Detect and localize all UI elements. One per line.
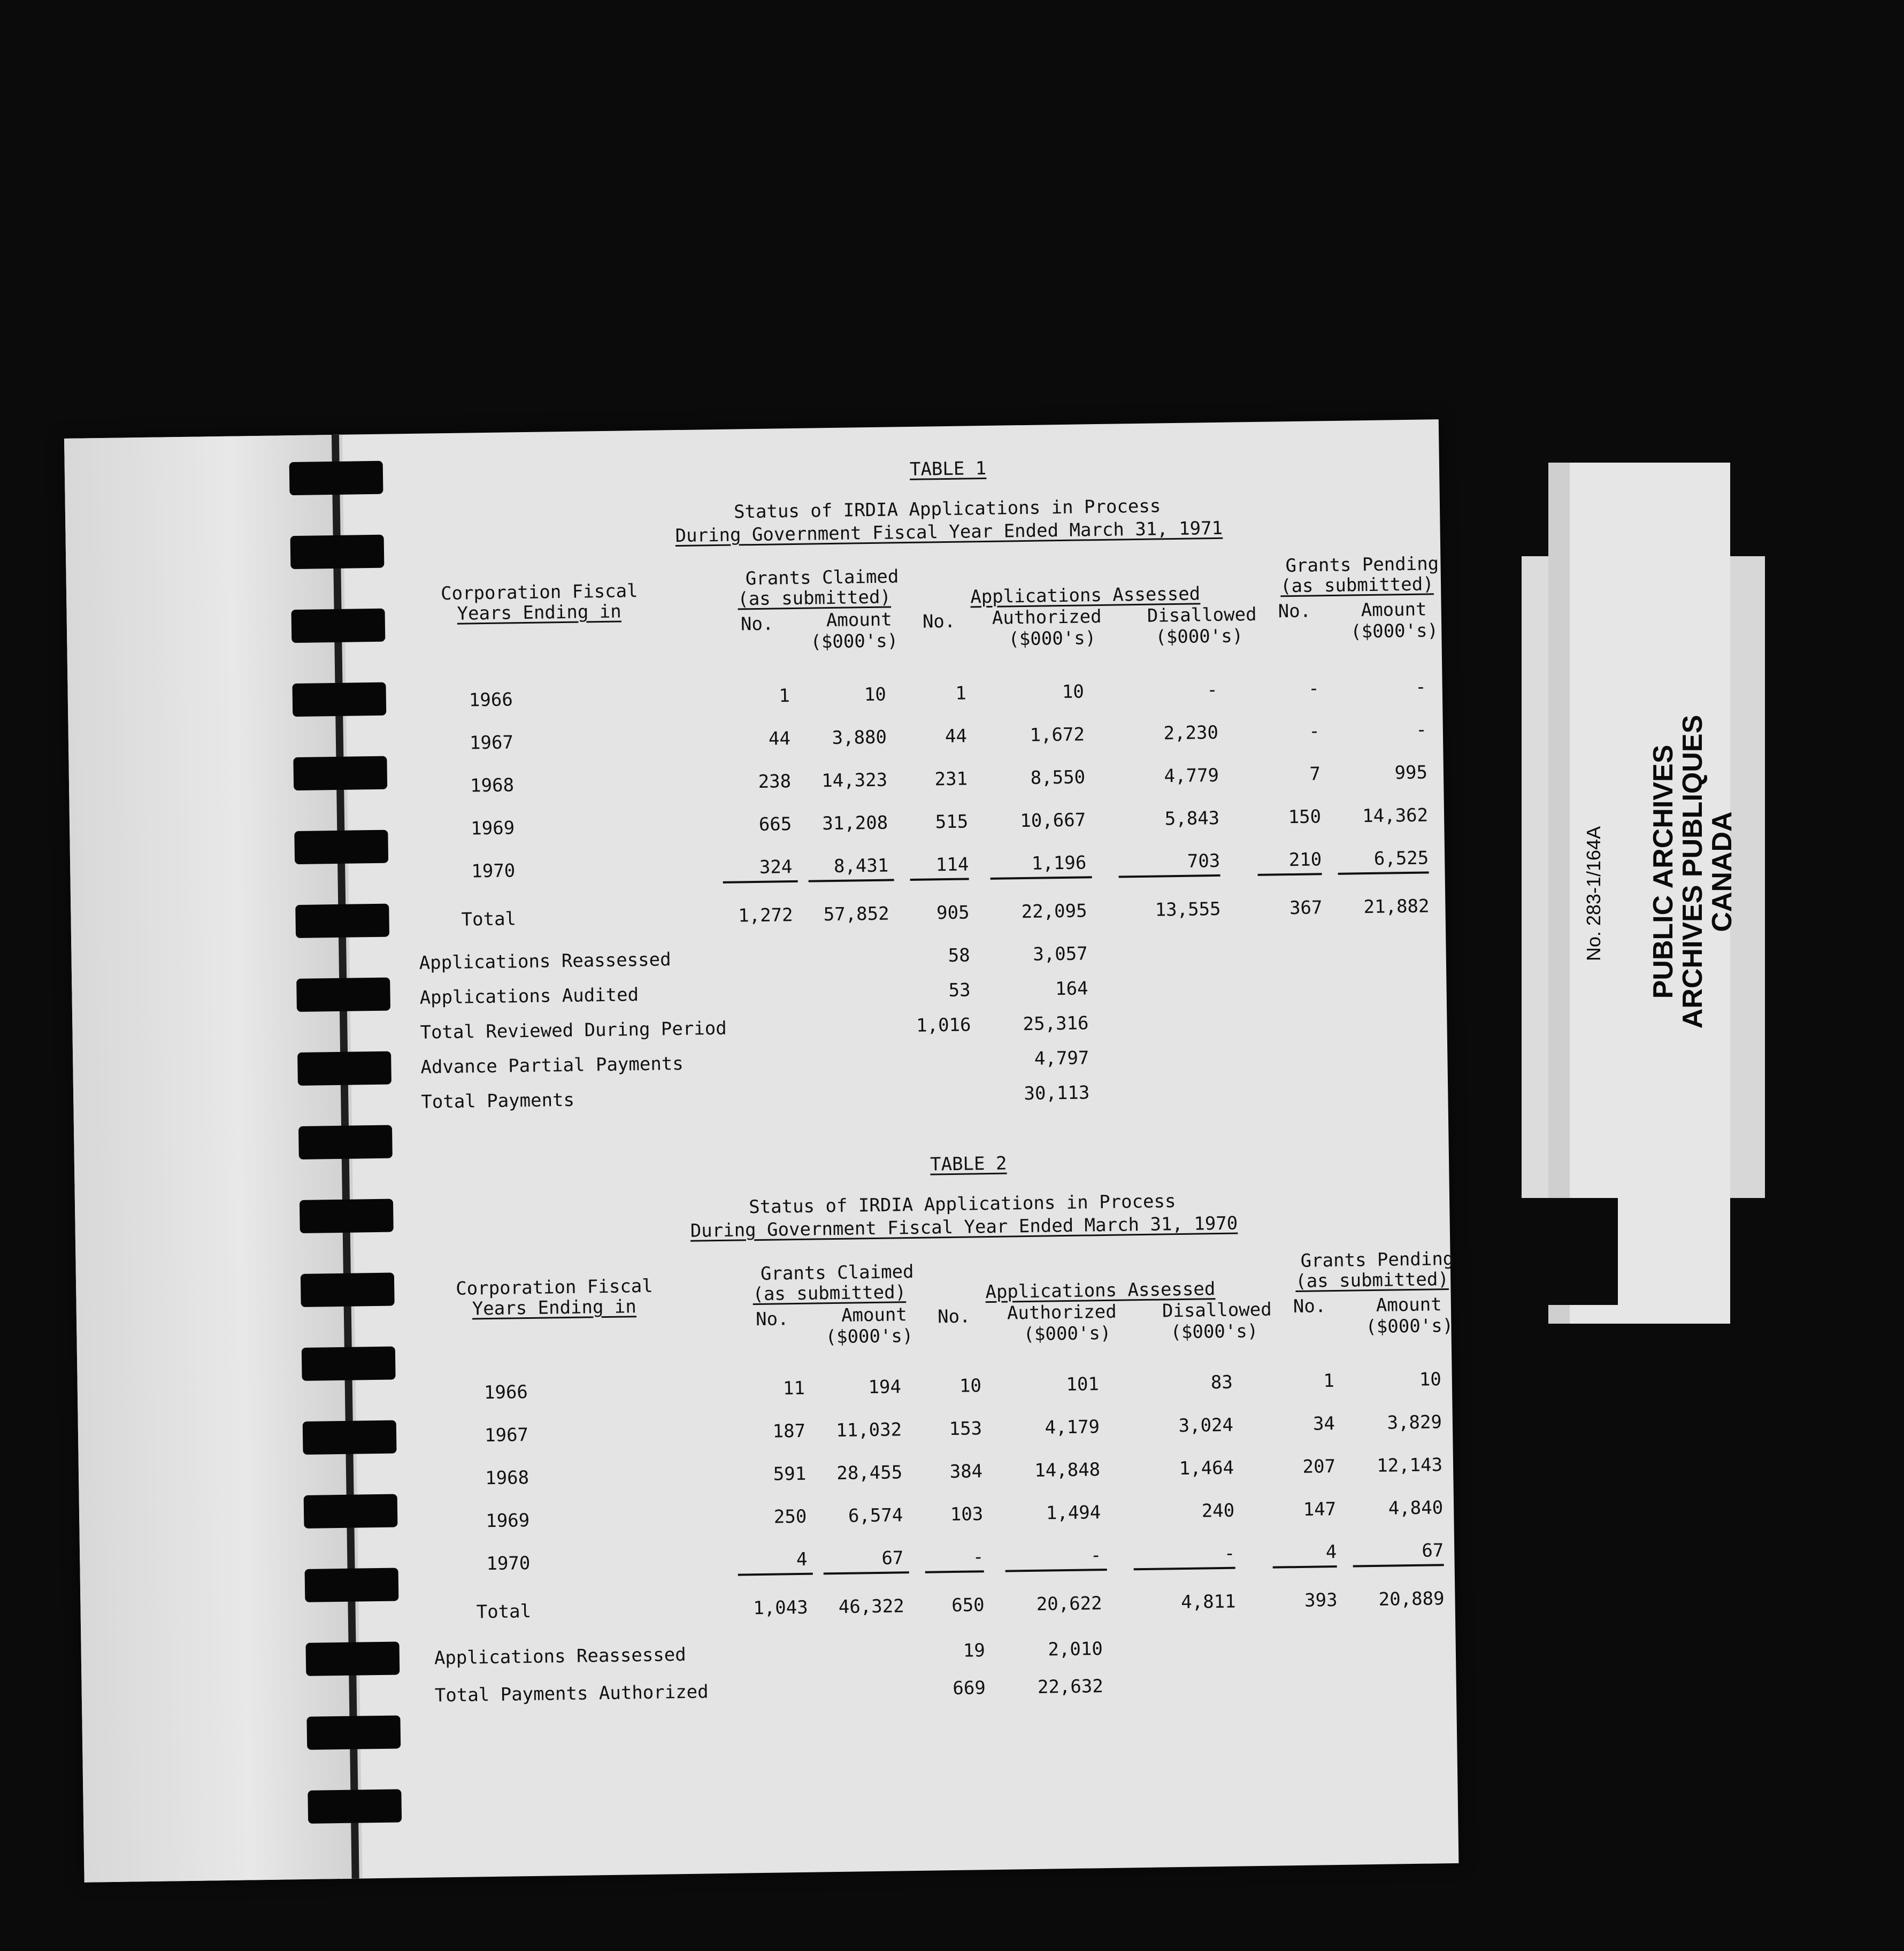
spiral-ring — [304, 1494, 398, 1528]
hdr2-aa-disallowed: Disallowed — [1162, 1299, 1272, 1322]
cell-auth: 10 — [1062, 681, 1085, 703]
total-gp-amt: 21,882 — [1363, 895, 1430, 918]
spiral-ring — [302, 1347, 396, 1381]
archive-label-line3: CANADA — [1707, 811, 1738, 932]
table-2-heading-line2: During Government Fiscal Year Ended March 31, 1970 — [690, 1212, 1238, 1242]
total-rule — [1273, 1565, 1337, 1569]
cell-gp-no: 1 — [1323, 1370, 1335, 1392]
total-rule — [809, 879, 894, 882]
cell-gp-amt: - — [1415, 676, 1427, 698]
hdr-grants-claimed: Grants Claimed — [745, 566, 899, 590]
cell-gc-amt: 194 — [868, 1376, 902, 1399]
table-2-title: TABLE 2 — [930, 1153, 1007, 1176]
hdr-grants-claimed-sub: (as submitted) — [738, 586, 892, 610]
cell-gp-no: 210 — [1288, 849, 1322, 871]
cell-dis: 83 — [1210, 1371, 1233, 1394]
cell-auth: 4,179 — [1045, 1416, 1100, 1439]
hdr-aa-authorized: Authorized — [992, 605, 1102, 629]
total-auth: 20,622 — [1036, 1593, 1102, 1615]
cell-dis: 1,464 — [1179, 1457, 1234, 1480]
cell-auth: 8,550 — [1030, 766, 1086, 789]
document-page — [64, 419, 1458, 1883]
hdr2-corp-line1: Corporation Fiscal — [455, 1275, 653, 1300]
table-2-heading-line1: Status of IRDIA Applications in Process — [748, 1190, 1176, 1218]
cell-year: 1966 — [483, 1381, 528, 1404]
total-gc-amt: 46,322 — [838, 1595, 904, 1618]
total-gp-no: 393 — [1304, 1589, 1338, 1611]
cell-dis: 3,024 — [1178, 1414, 1234, 1437]
cell-gp-no: 207 — [1302, 1456, 1336, 1478]
summary-amt: 3,057 — [1033, 943, 1088, 965]
cell-gp-no: - — [1309, 720, 1320, 742]
spiral-ring — [308, 1789, 402, 1823]
total-aa-no: 650 — [951, 1594, 985, 1617]
total-rule — [1134, 1567, 1235, 1571]
summary-no — [896, 1049, 971, 1050]
total-aa-no: 905 — [936, 902, 970, 924]
hdr2-gp-amount: Amount — [1376, 1294, 1442, 1316]
summary-amt: 4,797 — [1034, 1047, 1089, 1070]
hdr-aa-no: No. — [922, 610, 956, 633]
hdr-grants-pending: Grants Pending — [1285, 553, 1439, 577]
hdr2-applications-assessed: Applications Assessed — [985, 1278, 1216, 1303]
cell-aa-no: 153 — [949, 1418, 982, 1440]
cell-year: 1970 — [471, 860, 516, 882]
summary-amt: 2,010 — [1048, 1638, 1103, 1661]
hdr-gp-no: No. — [1278, 600, 1311, 623]
hdr2-gc-amount: Amount — [841, 1304, 908, 1326]
total-gp-no: 367 — [1289, 897, 1323, 919]
table-1-heading-line1: Status of IRDIA Applications in Process — [733, 495, 1161, 523]
label-card-notch — [1548, 1198, 1618, 1305]
hdr-gp-amount: Amount — [1361, 598, 1427, 621]
hdr-applications-assessed: Applications Assessed — [970, 583, 1201, 608]
summary-amt: 164 — [1055, 978, 1088, 1000]
summary-no — [897, 1084, 972, 1085]
cell-gc-no: 250 — [773, 1506, 807, 1528]
total-rule — [723, 880, 798, 884]
total-dis: 4,811 — [1180, 1591, 1236, 1614]
total-gc-amt: 57,852 — [823, 903, 889, 926]
cell-gc-amt: 14,323 — [821, 769, 888, 792]
cell-year: 1966 — [469, 689, 513, 711]
cell-gc-amt: 67 — [881, 1547, 904, 1569]
table-1-title: TABLE 1 — [909, 457, 987, 480]
cell-gp-no: 4 — [1325, 1541, 1337, 1563]
cell-gp-amt: 6,525 — [1373, 847, 1429, 870]
total-rule — [1119, 874, 1220, 878]
hdr2-corp-line2: Years Ending in — [472, 1296, 637, 1320]
cell-gp-amt: - — [1416, 719, 1427, 741]
spiral-ring — [306, 1715, 401, 1749]
cell-dis: 5,843 — [1164, 807, 1220, 830]
total-label: Total — [476, 1601, 532, 1623]
hdr-grants-pending-sub: (as submitted) — [1280, 573, 1434, 597]
spiral-ring — [290, 535, 385, 569]
page-content — [407, 452, 1454, 1707]
table-1 — [407, 452, 1439, 1113]
hdr2-aa-authorized: Authorized — [1007, 1301, 1117, 1324]
cell-gc-no: 324 — [759, 856, 793, 878]
spiral-ring — [295, 904, 389, 938]
summary-amt: 22,632 — [1037, 1676, 1104, 1698]
total-rule — [1005, 1569, 1107, 1572]
cell-auth: 1,196 — [1031, 852, 1087, 874]
total-label: Total — [461, 908, 517, 931]
cell-dis: 703 — [1187, 850, 1220, 872]
cell-year: 1969 — [470, 817, 515, 840]
summary-amt: 25,316 — [1023, 1012, 1089, 1035]
cell-gc-amt: 28,455 — [836, 1462, 903, 1485]
hdr2-aa-no: No. — [937, 1305, 971, 1328]
hdr2-gc-unit: ($000's) — [825, 1325, 913, 1348]
cell-gc-amt: 10 — [864, 683, 887, 706]
hdr2-gp-no: No. — [1293, 1295, 1326, 1318]
spiral-ring — [300, 1199, 394, 1233]
cell-aa-no: 1 — [955, 682, 967, 704]
total-gp-amt: 20,889 — [1378, 1588, 1445, 1610]
spiral-ring — [291, 609, 386, 643]
summary-no: 19 — [963, 1640, 986, 1662]
hdr-gc-unit: ($000's) — [810, 630, 899, 653]
spiral-ring — [303, 1420, 397, 1455]
archive-label-line2: ARCHIVES PUBLIQUES — [1677, 715, 1708, 1029]
spiral-ring — [293, 756, 387, 790]
cell-auth: 10,667 — [1020, 809, 1086, 832]
summary-label: Applications Audited — [419, 984, 639, 1009]
hdr-gp-unit: ($000's) — [1350, 620, 1439, 643]
cell-aa-no: 114 — [935, 854, 969, 876]
spiral-ring — [305, 1568, 399, 1602]
archive-label-line1: PUBLIC ARCHIVES — [1648, 744, 1679, 999]
total-auth: 22,095 — [1021, 900, 1087, 923]
cell-gp-amt: 10 — [1419, 1369, 1442, 1391]
cell-year: 1967 — [484, 1424, 529, 1447]
cell-dis: 240 — [1201, 1500, 1235, 1522]
total-rule — [1258, 873, 1322, 876]
total-rule — [910, 878, 969, 881]
cell-year: 1968 — [485, 1467, 529, 1489]
cell-auth: 1,672 — [1030, 724, 1085, 746]
summary-label: Total Reviewed During Period — [420, 1017, 727, 1043]
hdr-corp-line2: Years Ending in — [457, 601, 621, 625]
cell-gp-no: 7 — [1309, 763, 1321, 785]
cell-dis: - — [1207, 679, 1218, 701]
cell-gc-amt: 3,880 — [832, 726, 887, 749]
cell-auth: 1,494 — [1046, 1502, 1101, 1524]
cell-gp-amt: 12,143 — [1376, 1454, 1443, 1477]
summary-no: 58 — [948, 944, 970, 967]
cell-aa-no: 44 — [945, 725, 968, 748]
summary-label: Advance Partial Payments — [420, 1053, 684, 1078]
spiral-ring — [301, 1273, 395, 1307]
hdr-aa-disallowed-unit: ($000's) — [1155, 625, 1243, 648]
cell-dis: 4,779 — [1164, 764, 1219, 787]
total-gc-no: 1,043 — [753, 1596, 808, 1619]
cell-gc-no: 11 — [782, 1377, 805, 1400]
cell-gp-amt: 3,829 — [1387, 1411, 1442, 1434]
total-gc-no: 1,272 — [738, 904, 793, 927]
spiral-ring — [296, 978, 390, 1012]
spiral-ring — [292, 682, 386, 717]
summary-no: 1,016 — [916, 1014, 971, 1036]
cell-gp-no: 34 — [1312, 1413, 1335, 1435]
cell-auth: 14,848 — [1034, 1459, 1101, 1481]
cell-gc-no: 1 — [779, 685, 790, 707]
cell-auth: 101 — [1066, 1373, 1100, 1396]
spiral-ring — [297, 1051, 391, 1086]
cell-gc-no: 4 — [796, 1548, 808, 1571]
cell-aa-no: 384 — [949, 1461, 983, 1483]
cell-gc-amt: 6,574 — [848, 1504, 903, 1527]
cell-gc-amt: 8,431 — [833, 855, 889, 877]
hdr2-aa-authorized-unit: ($000's) — [1023, 1322, 1111, 1346]
total-rule — [1353, 1564, 1444, 1567]
summary-label: Applications Reassessed — [434, 1643, 686, 1669]
cell-aa-no: 10 — [959, 1375, 982, 1397]
spiral-ring — [298, 1125, 393, 1159]
hdr2-grants-pending: Grants Pending — [1300, 1248, 1454, 1272]
cell-year: 1967 — [469, 732, 514, 754]
hdr2-aa-disallowed-unit: ($000's) — [1170, 1320, 1258, 1343]
spiral-ring — [289, 461, 383, 495]
total-rule — [824, 1571, 909, 1574]
total-dis: 13,555 — [1155, 898, 1221, 921]
hdr2-gp-unit: ($000's) — [1365, 1315, 1454, 1338]
table-1-heading-line2: During Government Fiscal Year Ended March 31, 1971 — [675, 517, 1223, 547]
cell-gc-no: 591 — [773, 1463, 807, 1485]
cell-gp-amt: 995 — [1394, 762, 1428, 784]
summary-no: 669 — [953, 1677, 986, 1700]
cell-gp-amt: 4,840 — [1388, 1497, 1444, 1519]
cell-gp-amt: 67 — [1422, 1540, 1444, 1562]
cell-gc-no: 187 — [772, 1420, 806, 1442]
cell-gp-amt: 14,362 — [1362, 804, 1429, 827]
cell-year: 1970 — [486, 1553, 531, 1575]
spiral-ring — [294, 830, 388, 864]
label-card-shadow — [1548, 463, 1570, 1324]
summary-label: Total Payments Authorized — [434, 1681, 709, 1707]
hdr2-grants-pending-sub: (as submitted) — [1295, 1269, 1449, 1293]
cell-gc-no: 44 — [768, 728, 791, 750]
cell-gp-no: 147 — [1303, 1498, 1337, 1520]
archive-reference-number: No. 283-1/164A — [1583, 826, 1604, 962]
cell-year: 1968 — [470, 774, 515, 797]
cell-auth: - — [1090, 1545, 1102, 1566]
summary-label: Applications Reassessed — [419, 949, 671, 974]
total-rule — [991, 876, 1092, 880]
cell-gc-no: 665 — [758, 813, 792, 835]
hdr-aa-disallowed: Disallowed — [1147, 603, 1257, 627]
hdr2-grants-claimed-sub: (as submitted) — [753, 1281, 907, 1305]
total-rule — [738, 1573, 813, 1576]
cell-gc-amt: 31,208 — [822, 812, 888, 835]
cell-year: 1969 — [486, 1510, 530, 1532]
summary-amt: 30,113 — [1024, 1082, 1090, 1105]
cell-gp-no: 150 — [1288, 806, 1322, 828]
cell-gc-no: 238 — [758, 771, 792, 793]
summary-label: Total Payments — [421, 1089, 575, 1113]
hdr-corp-line1: Corporation Fiscal — [440, 580, 638, 605]
total-rule — [925, 1570, 984, 1573]
cell-aa-no: 103 — [950, 1503, 984, 1526]
hdr-aa-authorized-unit: ($000's) — [1008, 627, 1096, 650]
cell-dis: - — [1224, 1542, 1235, 1564]
hdr-gc-amount: Amount — [826, 609, 892, 632]
cell-aa-no: 231 — [934, 768, 968, 790]
cell-gc-amt: 11,032 — [835, 1419, 902, 1442]
hdr2-gc-no: No. — [755, 1308, 789, 1331]
spiral-ring — [305, 1641, 400, 1676]
total-rule — [1338, 871, 1429, 874]
cell-aa-no: 515 — [935, 811, 969, 833]
hdr2-grants-claimed: Grants Claimed — [760, 1261, 914, 1285]
hdr-gc-no: No. — [740, 613, 774, 635]
cell-dis: 2,230 — [1163, 721, 1219, 744]
cell-aa-no: - — [972, 1546, 984, 1568]
summary-no: 53 — [948, 979, 971, 1002]
cell-gp-no: - — [1308, 678, 1320, 700]
